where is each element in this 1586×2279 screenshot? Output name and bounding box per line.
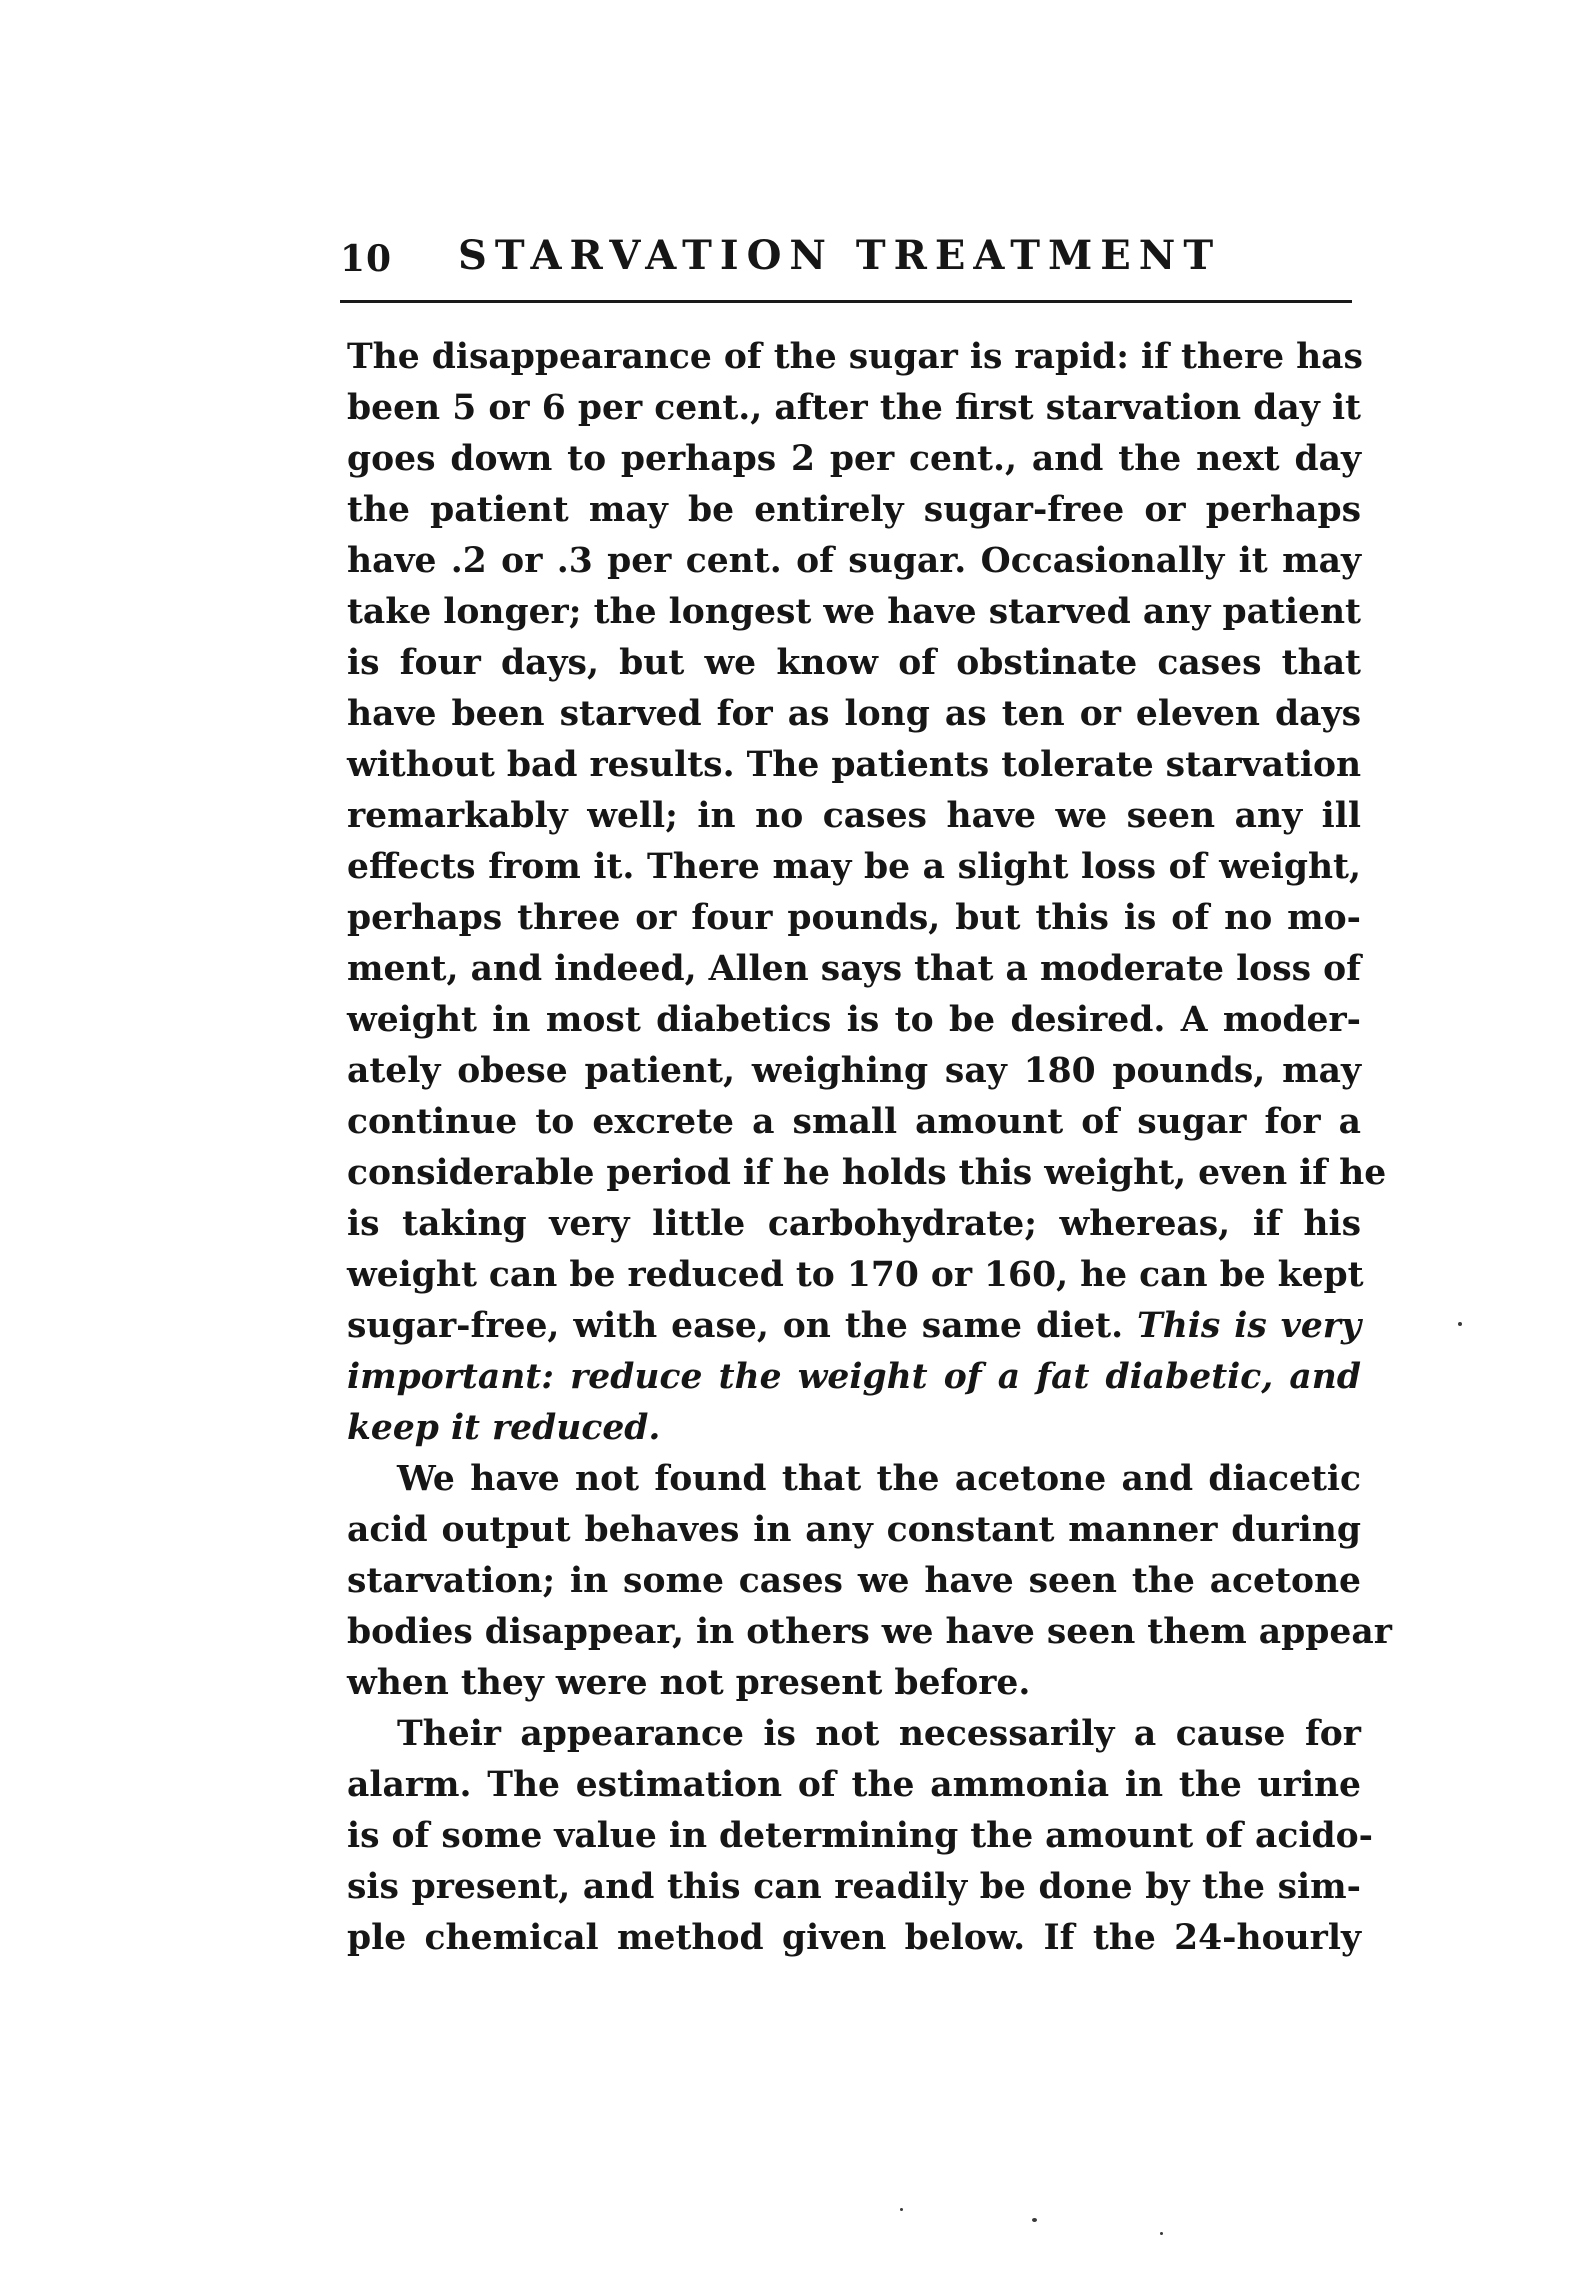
running-title: STARVATION TREATMENT	[458, 232, 1222, 279]
text-line: is four days, but we know of obstinate cases that	[347, 643, 1361, 683]
text-line: goes down to perhaps 2 per cent., and the next day	[347, 439, 1361, 479]
scan-speck	[1160, 2232, 1163, 2235]
text-line: ple chemical method given below. If the 24-hourly	[347, 1918, 1361, 1958]
body-text	[347, 332, 1392, 1964]
text-line: ately obese patient, weighing say 180 pounds, may	[347, 1051, 1361, 1091]
roman-text-segment: sugar-free, with ease, on the same diet.	[347, 1306, 1138, 1346]
italic-text-line: important: reduce the weight of a fat diabetic, and	[347, 1357, 1361, 1397]
mixed-text-line	[347, 1301, 1361, 1352]
text-line: without bad results. The patients tolerate starvation	[347, 745, 1362, 785]
scan-speck	[1458, 1322, 1462, 1326]
text-line: been 5 or 6 per cent., after the first starvation day it	[347, 388, 1361, 428]
text-line: weight can be reduced to 170 or 160, he can be kept	[347, 1255, 1364, 1295]
italic-text-line: keep it reduced.	[347, 1408, 661, 1448]
text-line: starvation; in some cases we have seen the acetone	[347, 1561, 1361, 1601]
text-line: perhaps three or four pounds, but this is of no mo-	[347, 898, 1361, 938]
text-line: ment, and indeed, Allen says that a moderate loss of	[347, 949, 1361, 989]
text-line: take longer; the longest we have starved any patient	[347, 592, 1361, 632]
text-line: is of some value in determining the amount of acido-	[347, 1816, 1373, 1856]
italic-text-segment: This is very	[1137, 1306, 1361, 1346]
page-number: 10	[340, 238, 393, 280]
text-line: remarkably well; in no cases have we seen any ill	[347, 796, 1361, 836]
text-line: The disappearance of the sugar is rapid: if there has	[347, 337, 1363, 377]
text-line: alarm. The estimation of the ammonia in the urine	[347, 1765, 1361, 1805]
text-line: Their appearance is not necessarily a cause for	[397, 1714, 1361, 1754]
page-header	[340, 232, 1352, 303]
text-line: continue to excrete a small amount of sugar for a	[347, 1102, 1361, 1142]
text-line: effects from it. There may be a slight loss of weight,	[347, 847, 1361, 887]
text-line: bodies disappear, in others we have seen them appear	[347, 1612, 1392, 1652]
paragraph-2	[347, 1454, 1392, 1709]
text-line: is taking very little carbohydrate; whereas, if his	[347, 1204, 1361, 1244]
paragraph-1	[347, 332, 1387, 1454]
scan-speck	[1032, 2218, 1037, 2222]
text-line: weight in most diabetics is to be desired. A moder-	[347, 1000, 1361, 1040]
text-line: sis present, and this can readily be done by the sim-	[347, 1867, 1361, 1907]
text-line: acid output behaves in any constant manner during	[347, 1510, 1361, 1550]
text-line: considerable period if he holds this weight, even if he	[347, 1153, 1387, 1193]
text-line: the patient may be entirely sugar-free or perhaps	[347, 490, 1361, 530]
paragraph-3	[347, 1709, 1373, 1964]
text-line: have been starved for as long as ten or eleven days	[347, 694, 1361, 734]
text-line: have .2 or .3 per cent. of sugar. Occasionally it may	[347, 541, 1361, 581]
scan-speck	[900, 2208, 903, 2211]
text-line: when they were not present before.	[347, 1663, 1031, 1703]
text-line: We have not found that the acetone and diacetic	[397, 1459, 1361, 1499]
